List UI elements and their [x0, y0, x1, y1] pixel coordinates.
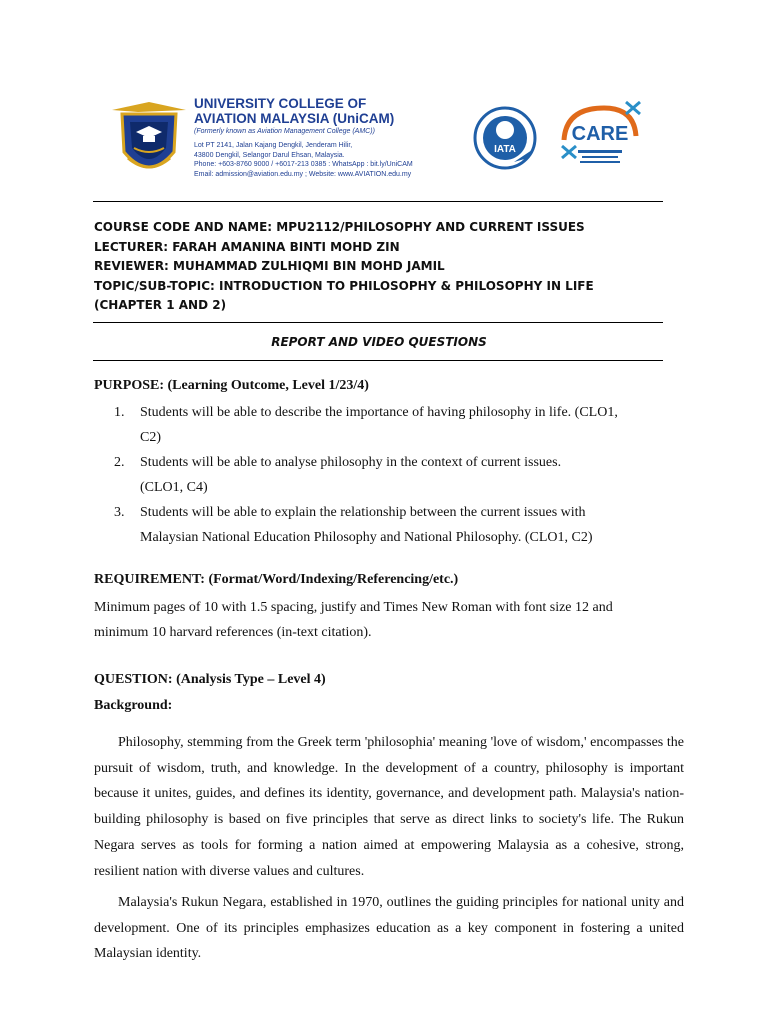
care-logo-text: CARE [571, 123, 629, 145]
university-crest-logo [108, 92, 190, 184]
address-line2: 43800 Dengkil, Selangor Darul Ehsan, Malaysia. [194, 151, 345, 159]
requirement-text [94, 595, 686, 645]
purpose-item [114, 500, 674, 550]
course-code-name: COURSE CODE AND NAME: MPU2112/PHILOSOPHY AND CURRENT ISSUES [94, 220, 585, 234]
purpose-item-line: Students will be able to explain the relationship between the current issues with [140, 505, 586, 520]
purpose-item-number: 1. [114, 405, 125, 420]
requirement-line: Minimum pages of 10 with 1.5 spacing, justify and Times New Roman with font size 12 and [94, 600, 613, 615]
topic: TOPIC/SUB-TOPIC: INTRODUCTION TO PHILOSOPHY & PHILOSOPHY IN LIFE [94, 278, 594, 293]
university-info [194, 96, 474, 179]
purpose-item-number: 2. [114, 455, 125, 470]
lecturer: LECTURER: FARAH AMANINA BINTI MOHD ZIN [94, 239, 400, 254]
info-divider-top [93, 322, 663, 323]
purpose-item-line: Malaysian National Education Philosophy and National Philosophy. (CLO1, C2) [140, 530, 593, 545]
university-name-line2: AVIATION MALAYSIA (UniCAM) [194, 111, 395, 126]
purpose-title: PURPOSE: (Learning Outcome, Level 1/23/4) [94, 378, 369, 393]
background-paragraph-1: Philosophy, stemming from the Greek term 'philosophia' meaning 'love of wisdom,' encompasses the pursuit of wisdom, truth, and knowledge. In the development of a country, philosophy is important because it unites, guides, and defines its identity, governance, and development path. Malaysia's nation-building philosophy is based on five principles that serve as direct links to society's life. The Rukun Negara serves as tools for forming a nation aimed at empowering Malaysia as a cohesive, strong, resilient nation with diverse values and cultures. [94, 735, 684, 879]
background-label: Background: [94, 698, 173, 713]
requirement-line: minimum 10 harvard references (in-text citation). [94, 625, 372, 640]
university-name-line1: UNIVERSITY COLLEGE OF [194, 96, 367, 111]
purpose-item [114, 450, 674, 500]
purpose-item-line: Students will be able to describe the importance of having philosophy in life. (CLO1, [140, 405, 618, 420]
purpose-item-line: (CLO1, C4) [140, 480, 208, 495]
purpose-item-line: Students will be able to analyse philosophy in the context of current issues. [140, 455, 562, 470]
address-line1: Lot PT 2141, Jalan Kajang Dengkil, Jenderam Hilir, [194, 142, 353, 149]
iata-logo-text: IATA [494, 144, 516, 155]
purpose-item-line: C2) [140, 430, 161, 445]
background-paragraph-2: Malaysia's Rukun Negara, established in 1970, outlines the guiding principles for national unity and development. One of its principles emphasizes education as a key component in fostering a united Malaysian identity. [94, 895, 684, 962]
care-logo [556, 96, 646, 184]
iata-logo [470, 100, 540, 180]
course-info [94, 218, 674, 316]
phone-line: Phone: +603-8760 9000 / +6017-213 0385 : WhatsApp : bit.ly/UniCAM [194, 161, 413, 168]
info-divider-bottom [93, 360, 663, 361]
address-block [194, 141, 474, 179]
report-title: REPORT AND VIDEO QUESTIONS [271, 335, 487, 349]
reviewer: REVIEWER: MUHAMMAD ZULHIQMI BIN MOHD JAMIL [94, 259, 445, 273]
purpose-list [114, 400, 674, 550]
letterhead [108, 92, 668, 192]
header-divider [93, 201, 663, 202]
formerly-known-as: (Formerly known as Aviation Management College (AMC)) [194, 128, 375, 135]
requirement-title: REQUIREMENT: (Format/Word/Indexing/Referencing/etc.) [94, 572, 459, 587]
purpose-item [114, 400, 674, 450]
chapter: (CHAPTER 1 AND 2) [94, 298, 227, 312]
purpose-item-number: 3. [114, 505, 125, 520]
email-line: Email: admission@aviation.edu.my ; Website: www.AVIATION.edu.my [194, 170, 412, 178]
question-title: QUESTION: (Analysis Type – Level 4) [94, 672, 326, 687]
